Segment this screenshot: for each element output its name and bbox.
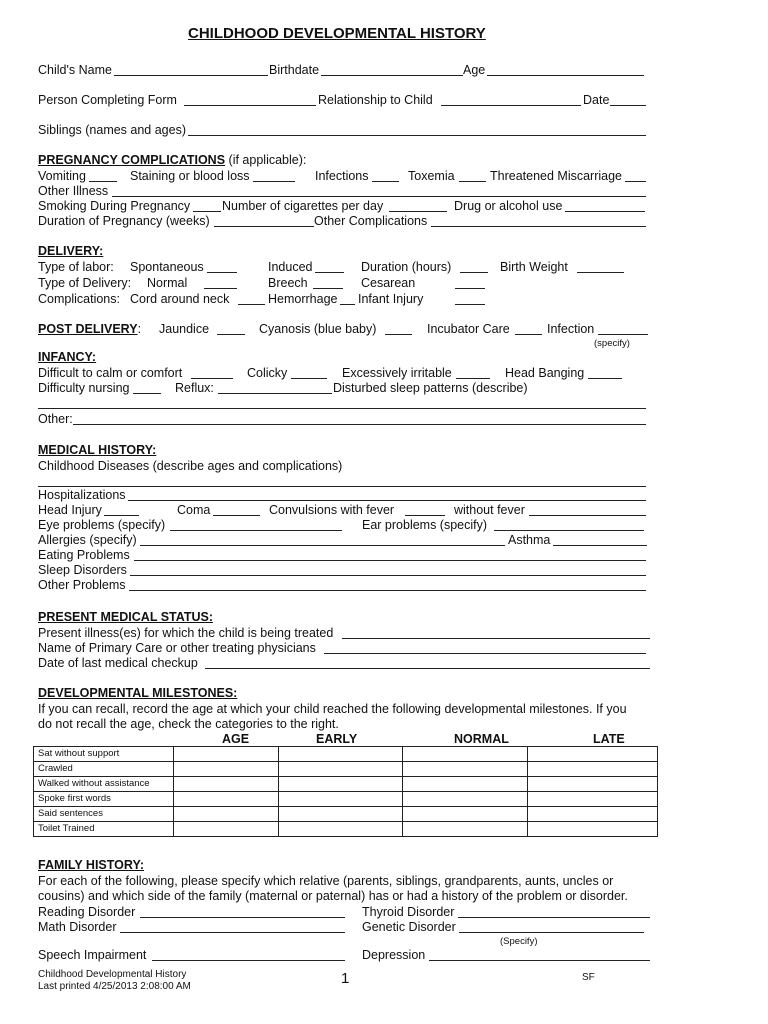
infections-label: Infections	[315, 169, 369, 183]
early-cell[interactable]	[278, 822, 403, 837]
calm-field[interactable]	[191, 378, 233, 379]
labor-label: Type of labor:	[38, 260, 114, 274]
spontaneous-field[interactable]	[207, 272, 237, 273]
colicky-label: Colicky	[247, 366, 288, 380]
eating-label: Eating Problems	[38, 548, 130, 562]
normal-cell[interactable]	[403, 747, 528, 762]
early-cell[interactable]	[278, 762, 403, 777]
math-field[interactable]	[120, 932, 345, 933]
milestones-instructions-2: do not recall the age, check the categories to the right.	[38, 717, 339, 731]
hospitalizations-label: Hospitalizations	[38, 488, 126, 502]
checkup-field[interactable]	[205, 668, 650, 669]
eating-field[interactable]	[134, 560, 646, 561]
induced-field[interactable]	[315, 272, 344, 273]
pregnancy-heading-suffix: (if applicable):	[228, 153, 307, 167]
primary-care-field[interactable]	[324, 653, 646, 654]
milestone-label: Sat without support	[34, 747, 174, 762]
cesarean-label: Cesarean	[361, 276, 416, 290]
other-problems-label: Other Problems	[38, 578, 126, 592]
head-injury-field[interactable]	[104, 515, 139, 516]
cigarettes-field[interactable]	[389, 211, 447, 212]
toxemia-field[interactable]	[459, 181, 486, 182]
eye-problems-label: Eye problems (specify)	[38, 518, 166, 532]
irritable-label: Excessively irritable	[342, 366, 452, 380]
threatened-miscarriage-label: Threatened Miscarriage	[490, 169, 623, 183]
cigarettes-label: Number of cigarettes per day	[222, 199, 384, 213]
ear-problems-field[interactable]	[494, 530, 644, 531]
incubator-field[interactable]	[515, 334, 542, 335]
late-cell[interactable]	[528, 762, 658, 777]
drug-alcohol-field[interactable]	[565, 211, 645, 212]
nursing-label: Difficulty nursing	[38, 381, 130, 395]
coma-label: Coma	[177, 503, 211, 517]
footer-printed: Last printed 4/25/2013 2:08:00 AM	[38, 981, 191, 992]
math-label: Math Disorder	[38, 920, 117, 934]
nursing-field[interactable]	[133, 393, 161, 394]
speech-field[interactable]	[152, 960, 345, 961]
age-cell[interactable]	[173, 747, 278, 762]
other-complications-field[interactable]	[431, 226, 646, 227]
jaundice-field[interactable]	[217, 334, 245, 335]
siblings-label: Siblings (names and ages)	[38, 123, 186, 137]
milestone-label: Spoke first words	[34, 792, 174, 807]
table-row	[34, 747, 658, 762]
primary-care-label: Name of Primary Care or other treating physicians	[38, 641, 316, 655]
other-illness-label: Other Illness	[38, 184, 109, 198]
cyanosis-field[interactable]	[385, 334, 412, 335]
late-cell[interactable]	[528, 822, 658, 837]
page-number: 1	[341, 970, 350, 987]
relationship-label: Relationship to Child	[318, 93, 433, 107]
ear-problems-label: Ear problems (specify)	[362, 518, 488, 532]
hospitalizations-field[interactable]	[128, 500, 646, 501]
duration-label: Duration of Pregnancy (weeks)	[38, 214, 210, 228]
depression-field[interactable]	[429, 960, 650, 961]
early-cell[interactable]	[278, 777, 403, 792]
normal-cell[interactable]	[403, 807, 528, 822]
normal-cell[interactable]	[403, 777, 528, 792]
age-cell[interactable]	[173, 822, 278, 837]
colicky-field[interactable]	[291, 378, 327, 379]
childs-name-field[interactable]	[114, 75, 268, 76]
cyanosis-label: Cyanosis (blue baby)	[259, 322, 377, 336]
age-cell[interactable]	[173, 792, 278, 807]
threatened-miscarriage-field[interactable]	[625, 181, 646, 182]
sleep-patterns-label: Disturbed sleep patterns (describe)	[333, 381, 528, 395]
infection-specify-caption: (specify)	[594, 338, 630, 349]
breech-field[interactable]	[313, 288, 343, 289]
without-fever-field[interactable]	[529, 515, 646, 516]
milestone-label: Crawled	[34, 762, 174, 777]
table-row	[34, 807, 658, 822]
thyroid-label: Thyroid Disorder	[362, 905, 455, 919]
eye-problems-field[interactable]	[170, 530, 342, 531]
early-cell[interactable]	[278, 747, 403, 762]
col-normal: NORMAL	[454, 732, 509, 746]
irritable-field[interactable]	[456, 378, 490, 379]
other-complications-label: Other Complications	[314, 214, 428, 228]
col-early: EARLY	[316, 732, 358, 746]
late-cell[interactable]	[528, 777, 658, 792]
normal-cell[interactable]	[403, 762, 528, 777]
person-completing-label: Person Completing Form	[38, 93, 177, 107]
head-banging-field[interactable]	[588, 378, 622, 379]
pregnancy-heading-text: PREGNANCY COMPLICATIONS	[38, 153, 226, 167]
table-row	[34, 777, 658, 792]
other-illness-field[interactable]	[112, 196, 646, 197]
late-cell[interactable]	[528, 792, 658, 807]
col-age: AGE	[222, 732, 250, 746]
infancy-heading: INFANCY:	[38, 350, 97, 364]
early-cell[interactable]	[278, 792, 403, 807]
head-injury-label: Head Injury	[38, 503, 102, 517]
family-instructions-2: cousins) and which side of the family (maternal or paternal) has or had a history of the problem or disorder.	[38, 889, 628, 903]
table-row	[34, 762, 658, 777]
depression-label: Depression	[362, 948, 426, 962]
normal-cell[interactable]	[403, 792, 528, 807]
post-delivery-colon: :	[137, 322, 142, 336]
normal-label: Normal	[147, 276, 188, 290]
age-cell[interactable]	[173, 762, 278, 777]
convulsions-label: Convulsions with fever	[269, 503, 395, 517]
hemorrhage-label: Hemorrhage	[268, 292, 338, 306]
late-cell[interactable]	[528, 807, 658, 822]
age-label: Age	[463, 63, 486, 77]
type-delivery-label: Type of Delivery:	[38, 276, 132, 290]
smoking-field[interactable]	[193, 211, 221, 212]
footer-doc-name: Childhood Developmental History	[38, 969, 187, 980]
vomiting-field[interactable]	[89, 181, 117, 182]
genetic-field[interactable]	[459, 932, 644, 933]
siblings-field[interactable]	[188, 135, 646, 136]
duration-hours-label: Duration (hours)	[361, 260, 452, 274]
convulsions-field[interactable]	[405, 515, 445, 516]
cesarean-field[interactable]	[455, 288, 485, 289]
relationship-field[interactable]	[441, 105, 581, 106]
cord-field[interactable]	[238, 304, 265, 305]
other-problems-field[interactable]	[129, 590, 646, 591]
milestones-heading: DEVELOPMENTAL MILESTONES:	[38, 686, 238, 700]
birthdate-field[interactable]	[321, 75, 463, 76]
normal-field[interactable]	[204, 288, 237, 289]
present-illness-label: Present illness(es) for which the child is being treated	[38, 626, 334, 640]
age-cell[interactable]	[173, 807, 278, 822]
genetic-label: Genetic Disorder	[362, 920, 456, 934]
sleep-disorders-field[interactable]	[130, 575, 646, 576]
birth-weight-label: Birth Weight	[500, 260, 568, 274]
sleep-patterns-field[interactable]	[38, 408, 646, 409]
incubator-label: Incubator Care	[427, 322, 510, 336]
present-illness-field[interactable]	[342, 638, 650, 639]
pregnancy-heading	[38, 153, 306, 167]
without-fever-label: without fever	[454, 503, 525, 517]
speech-label: Speech Impairment	[38, 948, 147, 962]
calm-label: Difficult to calm or comfort	[38, 366, 183, 380]
delivery-heading: DELIVERY:	[38, 244, 104, 258]
infections-field[interactable]	[372, 181, 399, 182]
diseases-label: Childhood Diseases (describe ages and complications)	[38, 459, 343, 473]
age-cell[interactable]	[173, 777, 278, 792]
duration-field[interactable]	[214, 226, 314, 227]
sleep-disorders-label: Sleep Disorders	[38, 563, 127, 577]
hemorrhage-field[interactable]	[340, 304, 355, 305]
milestones-table	[33, 746, 658, 837]
reflux-label: Reflux:	[175, 381, 214, 395]
table-row	[34, 792, 658, 807]
toxemia-label: Toxemia	[408, 169, 455, 183]
milestones-instructions-1: If you can recall, record the age at which your child reached the following developmental milestones. If you	[38, 702, 627, 716]
reading-label: Reading Disorder	[38, 905, 136, 919]
thyroid-field[interactable]	[458, 917, 650, 918]
coma-field[interactable]	[213, 515, 260, 516]
birth-weight-field[interactable]	[577, 272, 624, 273]
age-field[interactable]	[487, 75, 644, 76]
spontaneous-label: Spontaneous	[130, 260, 204, 274]
infancy-other-field[interactable]	[73, 424, 646, 425]
vomiting-label: Vomiting	[38, 169, 86, 183]
late-cell[interactable]	[528, 747, 658, 762]
date-label: Date	[583, 93, 610, 107]
table-row	[34, 822, 658, 837]
post-delivery-heading	[38, 322, 141, 336]
milestone-label: Toilet Trained	[34, 822, 174, 837]
page-title: CHILDHOOD DEVELOPMENTAL HISTORY	[188, 25, 486, 42]
drug-alcohol-label: Drug or alcohol use	[454, 199, 563, 213]
checkup-label: Date of last medical checkup	[38, 656, 198, 670]
diseases-field[interactable]	[38, 486, 646, 487]
early-cell[interactable]	[278, 807, 403, 822]
normal-cell[interactable]	[403, 822, 528, 837]
asthma-field[interactable]	[553, 545, 647, 546]
asthma-label: Asthma	[508, 533, 551, 547]
infant-injury-field[interactable]	[455, 304, 485, 305]
medical-heading: MEDICAL HISTORY:	[38, 443, 157, 457]
infant-injury-label: Infant Injury	[358, 292, 424, 306]
family-instructions-1: For each of the following, please specify which relative (parents, siblings, grandparents, aunts, uncles or	[38, 874, 614, 888]
milestone-label: Walked without assistance	[34, 777, 174, 792]
staining-label: Staining or blood loss	[130, 169, 250, 183]
duration-hours-field[interactable]	[460, 272, 488, 273]
staining-field[interactable]	[253, 181, 295, 182]
reflux-field[interactable]	[218, 393, 332, 394]
infancy-other-label: Other:	[38, 412, 73, 426]
complications-label: Complications:	[38, 292, 120, 306]
post-delivery-heading-text: POST DELIVERY	[38, 322, 138, 336]
breech-label: Breech	[268, 276, 308, 290]
jaundice-label: Jaundice	[159, 322, 210, 336]
person-completing-field[interactable]	[184, 105, 316, 106]
col-late: LATE	[593, 732, 625, 746]
family-heading: FAMILY HISTORY:	[38, 858, 145, 872]
cord-label: Cord around neck	[130, 292, 230, 306]
allergies-field[interactable]	[140, 545, 505, 546]
infection-label: Infection	[547, 322, 595, 336]
date-field[interactable]	[610, 105, 646, 106]
present-heading: PRESENT MEDICAL STATUS:	[38, 610, 214, 624]
reading-field[interactable]	[140, 917, 345, 918]
childs-name-label: Child's Name	[38, 63, 112, 77]
milestone-label: Said sentences	[34, 807, 174, 822]
allergies-label: Allergies (specify)	[38, 533, 137, 547]
induced-label: Induced	[268, 260, 313, 274]
smoking-label: Smoking During Pregnancy	[38, 199, 191, 213]
infection-field[interactable]	[598, 334, 648, 335]
head-banging-label: Head Banging	[505, 366, 585, 380]
footer-initials: SF	[582, 972, 595, 983]
birthdate-label: Birthdate	[269, 63, 320, 77]
genetic-specify-caption: (Specify)	[500, 936, 538, 947]
